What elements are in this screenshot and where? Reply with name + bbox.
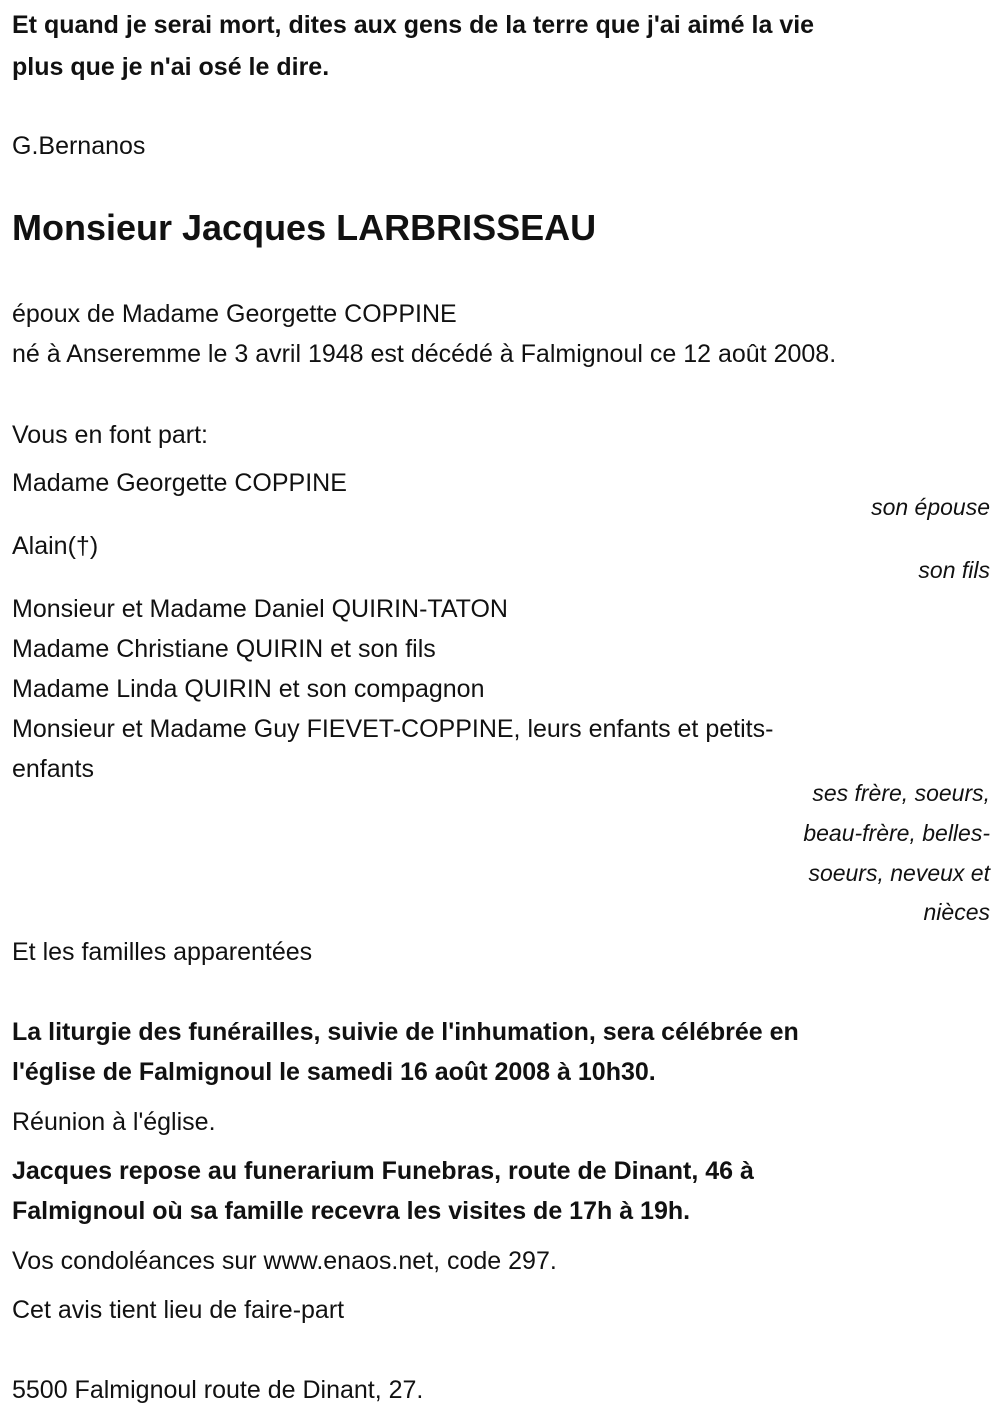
- rest-line: Falmignoul où sa famille recevra les visites de 17h à 19h.: [12, 1197, 691, 1225]
- quote-line: Et quand je serai mort, dites aux gens de la terre que j'ai aimé la vie: [12, 11, 815, 39]
- announce-text: Vous en font part:: [12, 421, 208, 449]
- family-relation: son fils: [918, 557, 990, 583]
- quote-line: plus que je n'ai osé le dire.: [12, 53, 330, 81]
- funeral-line: l'église de Falmignoul le samedi 16 août 2008 à 10h30.: [12, 1058, 656, 1086]
- family-name: Alain(†): [12, 532, 99, 560]
- sibling-name: Monsieur et Madame Guy FIEVET-COPPINE, leurs enfants et petits-: [12, 715, 774, 743]
- condolences-text: Vos condoléances sur www.enaos.net, code 297.: [12, 1247, 557, 1275]
- families-text: Et les familles apparentées: [12, 938, 313, 966]
- intro-line: né à Anseremme le 3 avril 1948 est décédé à Falmignoul ce 12 août 2008.: [12, 340, 837, 368]
- address-text: 5500 Falmignoul route de Dinant, 27.: [12, 1376, 424, 1404]
- sibling-relation: beau-frère, belles-: [803, 820, 990, 846]
- sibling-name: Madame Linda QUIRIN et son compagnon: [12, 675, 485, 703]
- notice-text: Cet avis tient lieu de faire-part: [12, 1296, 345, 1324]
- quote-author: G.Bernanos: [12, 132, 146, 160]
- sibling-relation: nièces: [923, 899, 990, 925]
- sibling-name: Madame Christiane QUIRIN et son fils: [12, 635, 436, 663]
- sibling-name: enfants: [12, 755, 95, 783]
- sibling-relation: soeurs, neveux et: [808, 860, 990, 886]
- sibling-name: Monsieur et Madame Daniel QUIRIN-TATON: [12, 595, 508, 623]
- intro-line: époux de Madame Georgette COPPINE: [12, 300, 457, 328]
- family-relation: son épouse: [871, 494, 990, 520]
- page-title: Monsieur Jacques LARBRISSEAU: [12, 207, 597, 248]
- family-name: Madame Georgette COPPINE: [12, 469, 347, 497]
- sibling-relation: ses frère, soeurs,: [812, 780, 990, 806]
- rest-line: Jacques repose au funerarium Funebras, route de Dinant, 46 à: [12, 1157, 754, 1185]
- funeral-line: La liturgie des funérailles, suivie de l'inhumation, sera célébrée en: [12, 1018, 799, 1046]
- meeting-text: Réunion à l'église.: [12, 1108, 216, 1136]
